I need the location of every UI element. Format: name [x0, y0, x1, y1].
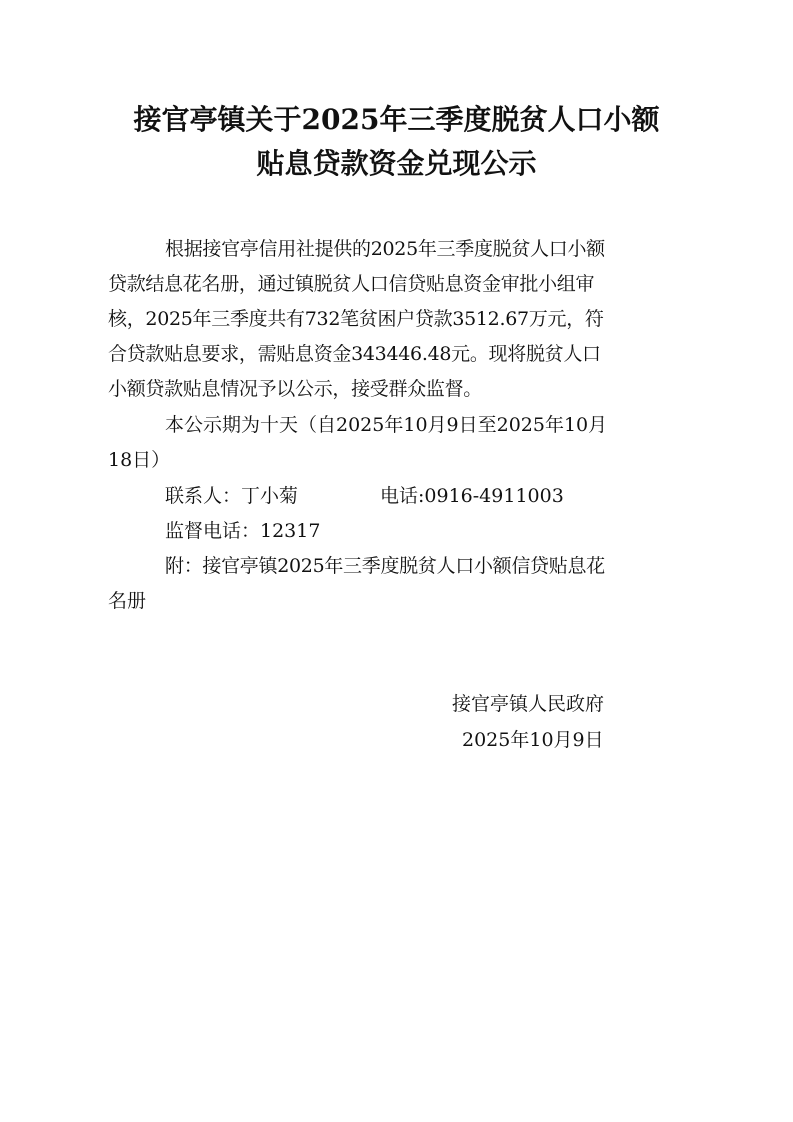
- body-paragraph-line-4: 合贷款贴息要求，需贴息资金343446.48元。现将脱贫人口: [108, 343, 601, 365]
- attachment-line-1: 附：接官亭镇2025年三季度脱贫人口小额信贷贴息花: [165, 555, 605, 577]
- body-paragraph-line-2: 贷款结息花名册，通过镇脱贫人口信贷贴息资金审批小组审: [108, 273, 595, 295]
- contact-phone: 电话:0916-4911003: [380, 485, 564, 507]
- contact-person: 联系人：丁小菊: [165, 485, 299, 507]
- document-title-line-1: 接官亭镇关于2025年三季度脱贫人口小额: [133, 103, 660, 136]
- attachment-line-2: 名册: [108, 590, 147, 612]
- supervision-phone: 监督电话：12317: [165, 520, 321, 542]
- notice-period-line-2: 18日）: [108, 449, 171, 471]
- document-title-line-2: 贴息贷款资金兑现公示: [256, 147, 537, 180]
- body-paragraph-line-5: 小额贷款贴息情况予以公示，接受群众监督。: [108, 378, 483, 400]
- issue-date: 2025年10月9日: [462, 729, 604, 751]
- notice-period-line-1: 本公示期为十天（自2025年10月9日至2025年10月: [165, 414, 608, 436]
- issuer-signature: 接官亭镇人民政府: [452, 693, 605, 715]
- body-paragraph-line-3: 核，2025年三季度共有732笔贫困户贷款3512.67万元，符: [108, 308, 604, 330]
- body-paragraph-line-1: 根据接官亭信用社提供的2025年三季度脱贫人口小额: [165, 238, 605, 260]
